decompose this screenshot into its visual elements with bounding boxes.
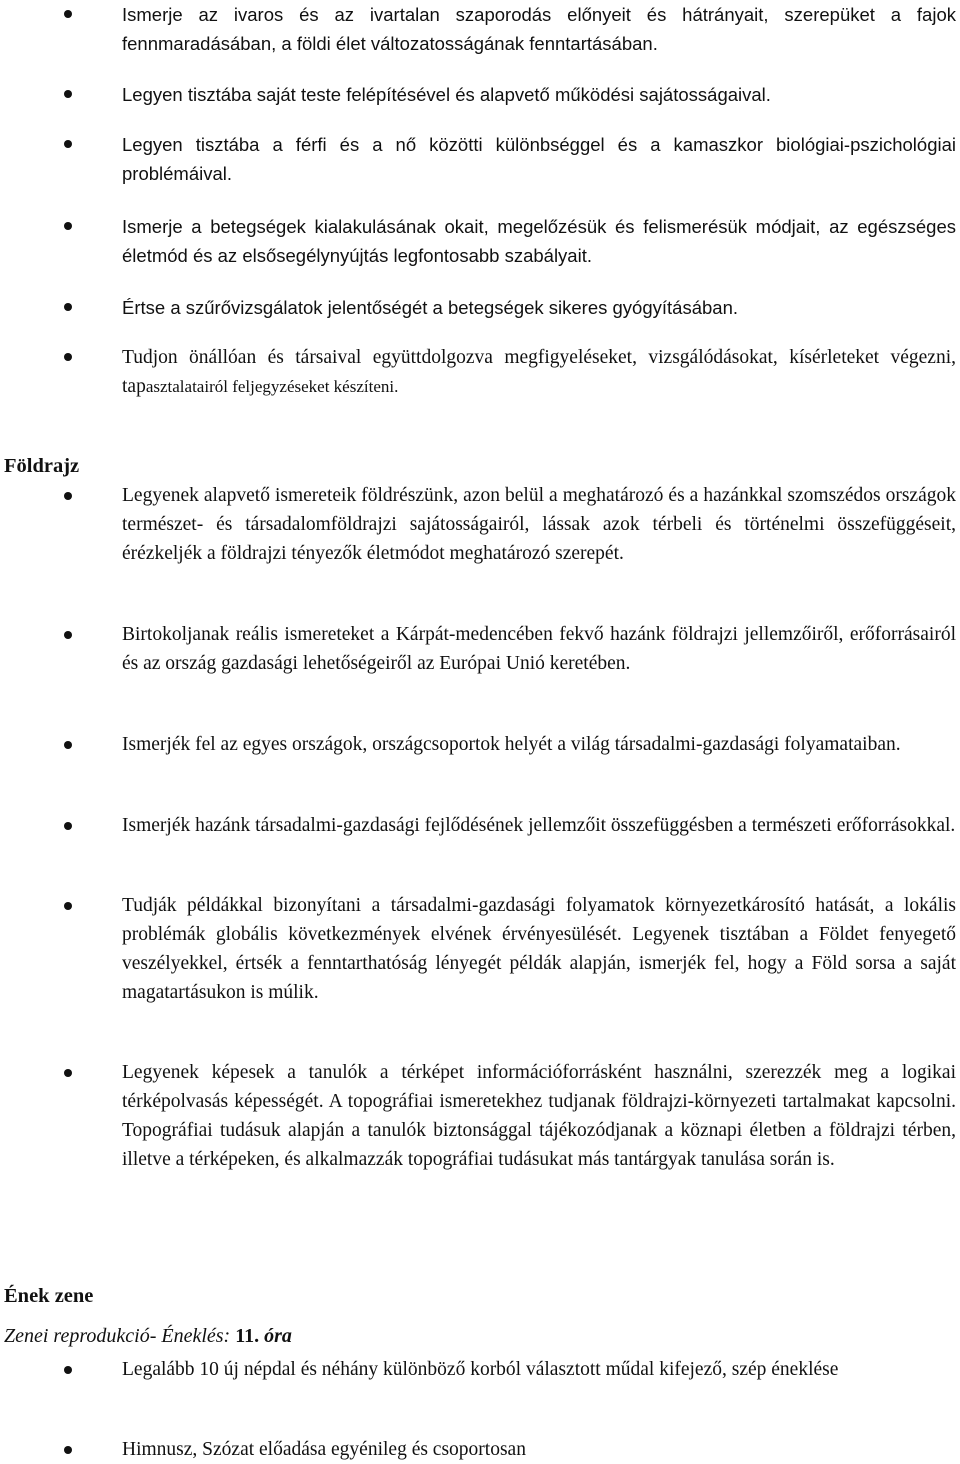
section-heading-enek-zene: Ének zene: [4, 1285, 94, 1307]
section-heading-foldrajz: Földrajz: [4, 455, 80, 477]
list-item-text: Legyenek képesek a tanulók a térképet információforrásként használni, szerezzék meg a logikai térképolvasás képességét. A topográfiai ismeretekhez tudjanak földrajzi-környezeti tartalmakat kapcsolni. Topográfiai tudásuk alapján a tanulók biztonsággal tájékozódjanak a köznapi életben a földrajzi térben, illetve a térképeken, és alkalmazzák topográfiai tudásukat más tantárgyak tanulása során is.: [122, 1062, 956, 1170]
list-item-text: Birtokoljanak reális ismereteket a Kárpát-medencében fekvő hazánk földrajzi jellemzőiről, erőforrásairól és az ország gazdasági lehetőségeiről az Európai Unió keretében.: [122, 624, 956, 674]
list-item-text: Himnusz, Szózat előadása egyénileg és csoportosan: [122, 1439, 526, 1460]
bullet-icon: [64, 631, 72, 639]
list-item-text: Legyen tisztába a férfi és a nő közötti különbséggel és a kamaszkor biológiai-pszichológiai problémáival.: [122, 134, 956, 184]
list-item-text: Értse a szűrővizsgálatok jelentőségét a betegségek sikeres gyógyításában.: [122, 297, 739, 318]
subsection-heading: [4, 1322, 292, 1351]
bullet-icon: [64, 1446, 72, 1454]
bullet-icon: [64, 492, 72, 500]
bullet-icon: [64, 90, 72, 98]
bullet-icon: [64, 353, 72, 361]
list-item-text: Ismerje az ivaros és az ivartalan szaporodás előnyeit és hátrányait, szerepüket a fajok fennmaradásában, a földi élet változatosságának fenntartásában.: [122, 4, 956, 54]
bullet-icon: [64, 741, 72, 749]
bullet-icon: [64, 303, 72, 311]
bullet-icon: [64, 10, 72, 18]
list-item-text-part: Tudjon önállóan és társaival együttdolgozva megfigyeléseket, vizsgálódásokat, kísérleteket végezni, tap: [122, 347, 956, 397]
list-item-text: Ismerjék hazánk társadalmi-gazdasági fejlődésének jellemzőit összefüggésben a természeti erőforrásokkal.: [122, 815, 956, 836]
subsection-suffix: óra: [259, 1325, 292, 1347]
list-item-text: Ismerje a betegségek kialakulásának okait, megelőzésük és felismerésük módjait, az egészséges életmód és az elsősegélynyújtás legfontosabb szabályait.: [122, 216, 956, 266]
subsection-number: 11.: [235, 1325, 260, 1347]
list-item-text: Legalább 10 új népdal és néhány különböző korból választott műdal kifejező, szép éneklése: [122, 1359, 839, 1380]
list-item-text-part: asztalatairól feljegyzéseket készíteni.: [145, 377, 399, 396]
bullet-icon: [64, 902, 72, 910]
list-item-text: Tudják példákkal bizonyítani a társadalmi-gazdasági folyamatok környezetkárosító hatását, a lokális problémák globális következmények elvének érvényesülését. Legyenek tisztában a Földet fenyegető veszélyekkel, értsék a fenntarthatóság lényegét példák alapján, ismerjék fel, hogy a Föld sorsa a saját magatartásukon is múlik.: [122, 895, 956, 1003]
subsection-prefix: Zenei reprodukció- Éneklés:: [4, 1325, 236, 1347]
list-item-text: Legyenek alapvető ismereteik földrészünk, azon belül a meghatározó és a hazánkkal szomszédos országok természet- és társadalomföldrajzi sajátosságairól, lássak azok térbeli és történelmi összefüggéseit, érézkeljék a földrajzi tényezők életmódot meghatározó szerepét.: [122, 485, 956, 564]
bullet-icon: [64, 1069, 72, 1077]
list-item-text: [122, 343, 956, 401]
bullet-icon: [64, 822, 72, 830]
bullet-icon: [64, 222, 72, 230]
list-item-text: Ismerjék fel az egyes országok, országcsoportok helyét a világ társadalmi-gazdasági folyamataiban.: [122, 734, 901, 755]
bullet-icon: [64, 1366, 72, 1374]
list-item-text: Legyen tisztába saját teste felépítésével és alapvető működési sajátosságaival.: [122, 84, 771, 105]
bullet-icon: [64, 140, 72, 148]
